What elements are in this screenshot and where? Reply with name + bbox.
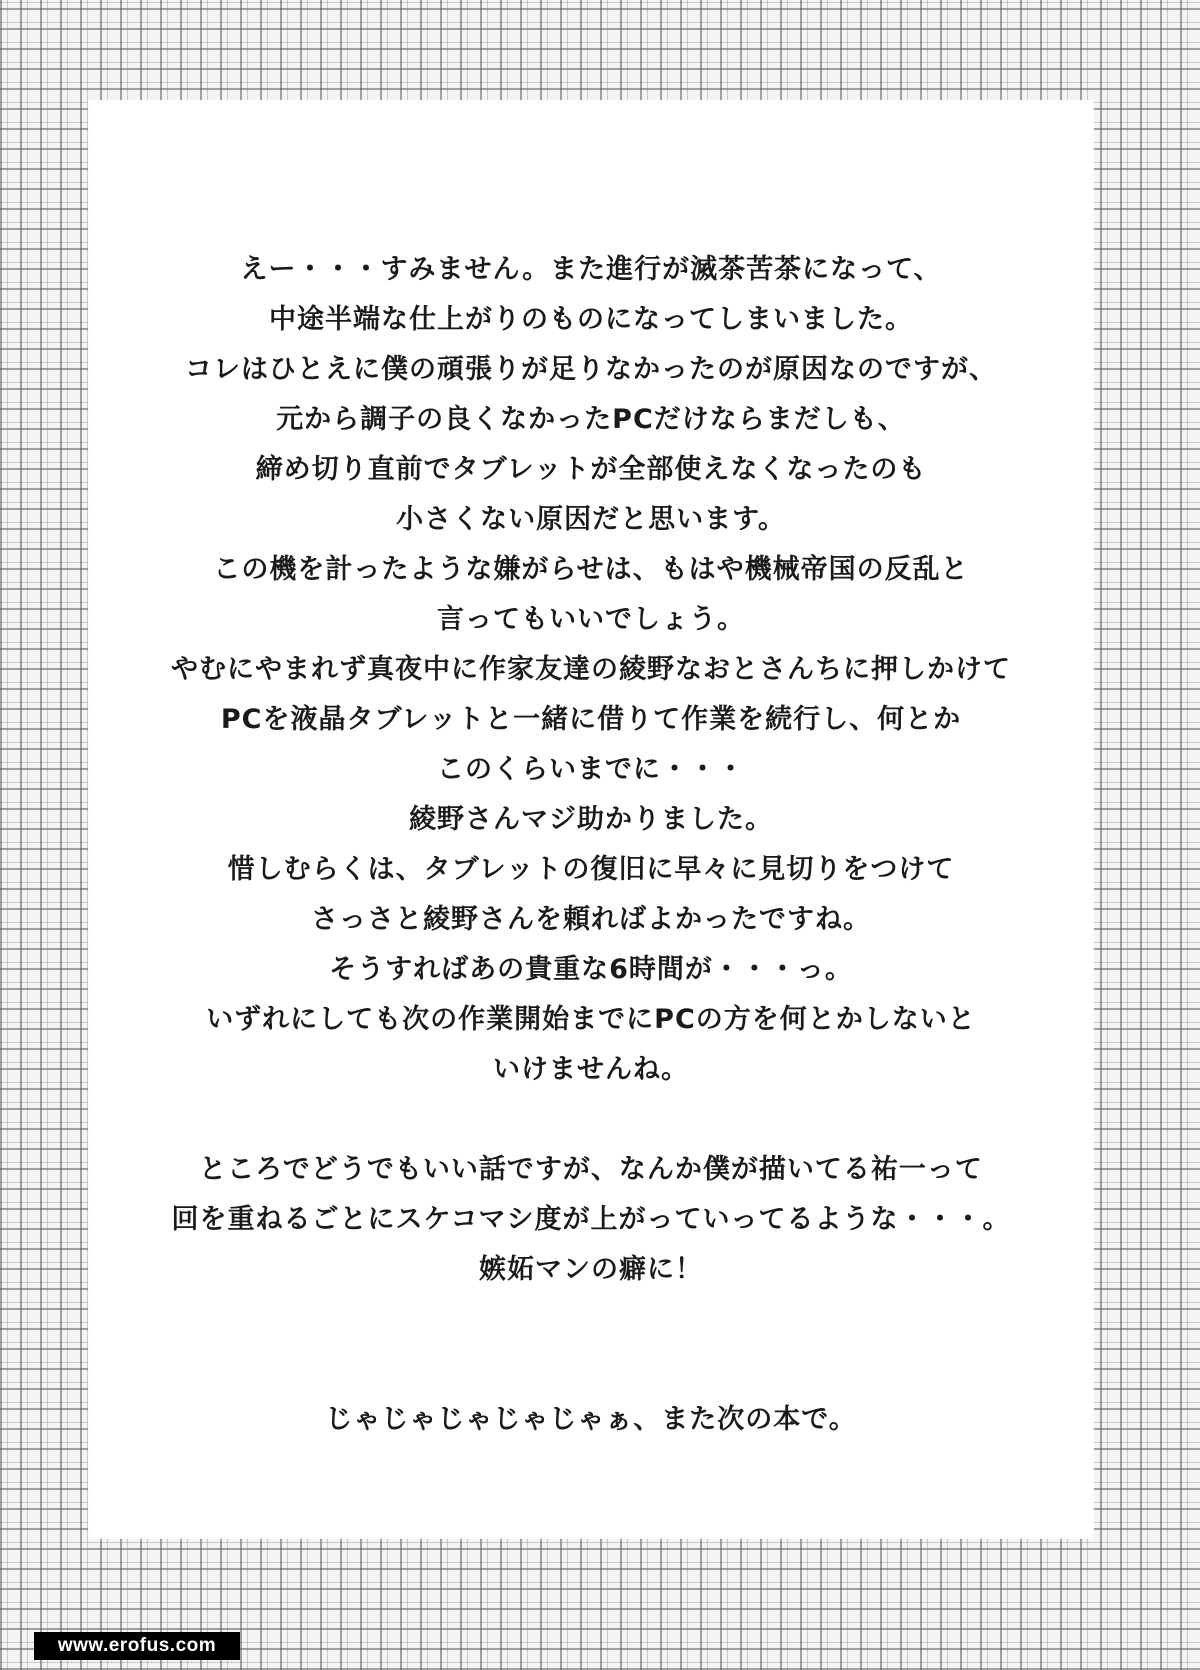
text-line: 小さくない原因だと思います。: [396, 504, 786, 535]
closing-line: じゃじゃじゃじゃじゃぁ、また次の本で。: [325, 1404, 857, 1435]
text-line: いけませんね。: [493, 1054, 689, 1085]
text-line: 中途半端な仕上がりのものになってしまいました。: [269, 304, 913, 335]
text-line: ところでどうでもいい話ですが、なんか僕が描いてる祐一って: [199, 1154, 983, 1185]
text-line: 綾野さんマジ助かりました。: [409, 804, 773, 835]
text-line: この機を計ったような嫌がらせは、もはや機械帝国の反乱と: [213, 554, 969, 585]
text-line: 嫉妬マンの癖に！: [479, 1254, 703, 1285]
text-line: 元から調子の良くなかったPCだけならまだしも、: [276, 404, 906, 435]
text-panel: [90, 102, 1092, 1537]
text-line: 言ってもいいでしょう。: [437, 604, 745, 635]
paragraph-gap: [90, 1095, 1092, 1145]
text-line: そうすればあの貴重な6時間が・・・っ。: [329, 954, 853, 985]
paragraph-gap: [90, 1295, 1092, 1395]
afterword-text: [90, 245, 1092, 1445]
text-line: 締め切り直前でタブレットが全部使えなくなったのも: [255, 454, 927, 485]
text-line: このくらいまでに・・・: [437, 754, 745, 785]
text-line: やむにやまれず真夜中に作家友達の綾野なおとさんちに押しかけて: [171, 654, 1011, 685]
text-line: 回を重ねるごとにスケコマシ度が上がっていってるような・・・。: [171, 1204, 1011, 1235]
text-line: さっさと綾野さんを頼ればよかったですね。: [311, 904, 871, 935]
text-line: いずれにしても次の作業開始までにPCの方を何とかしないと: [206, 1004, 976, 1035]
text-line: コレはひとえに僕の頑張りが足りなかったのが原因なのですが、: [185, 354, 997, 385]
text-line: 惜しむらくは、タブレットの復旧に早々に見切りをつけて: [227, 854, 955, 885]
site-watermark: www.erofus.com: [34, 1632, 240, 1660]
text-line: PCを液晶タブレットと一緒に借りて作業を続行し、何とか: [220, 704, 962, 735]
text-line: えー・・・すみません。また進行が滅茶苦茶になって、: [240, 254, 942, 285]
